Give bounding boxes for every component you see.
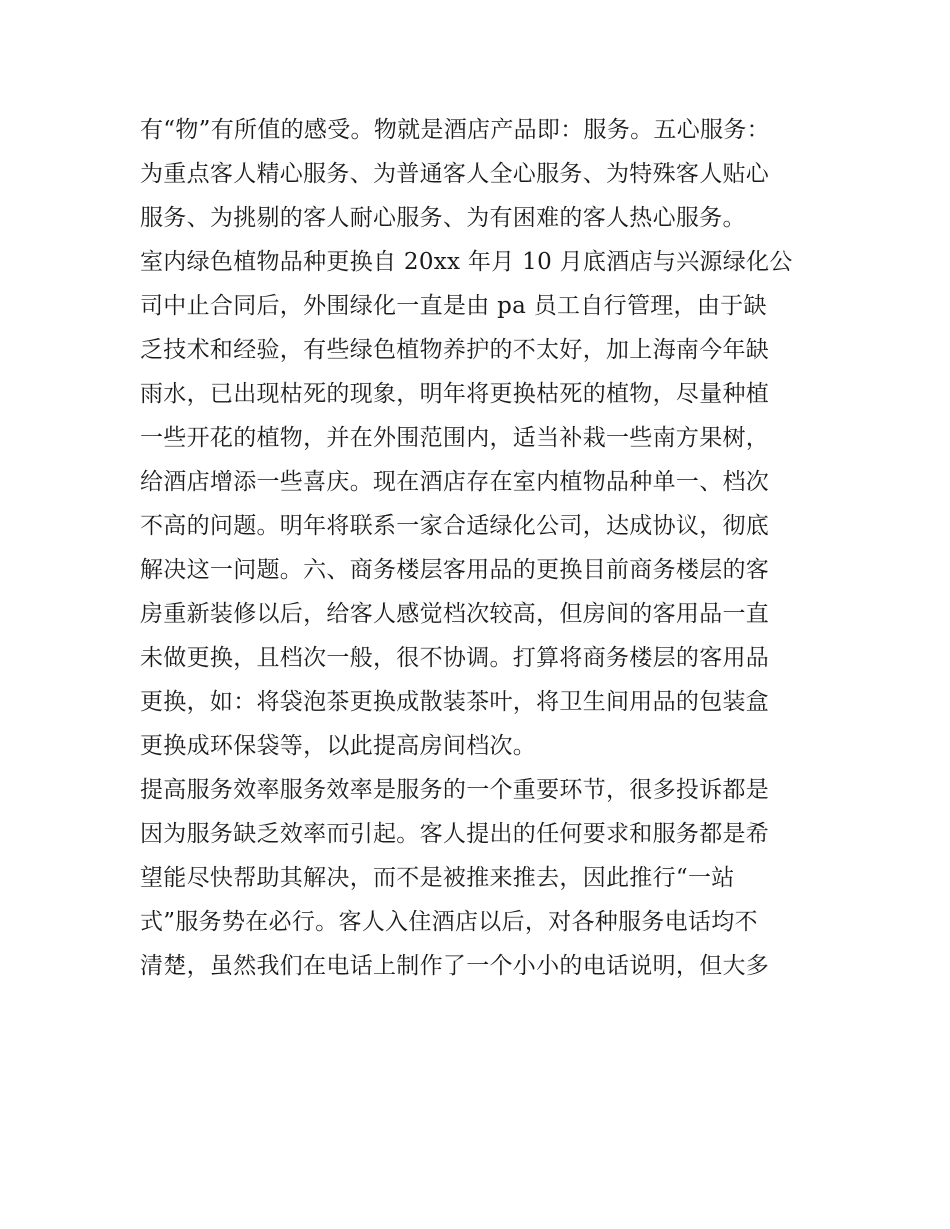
text-line: 司中止合同后，外围绿化一直是由 pa 员工自行管理，由于缺	[140, 293, 767, 319]
text-line: 给酒店增添一些喜庆。现在酒店存在室内植物品种单一、档次	[140, 469, 770, 495]
text-line: 清楚，虽然我们在电话上制作了一个小小的电话说明，但大多	[140, 953, 770, 979]
text-line: 一些开花的植物，并在外围范围内，适当补栽一些南方果树，	[140, 425, 770, 451]
text-line: 式”服务势在必行。客人入住酒店以后，对各种服务电话均不	[140, 909, 758, 935]
text-line: 更换成环保袋等，以此提高房间档次。	[140, 733, 537, 759]
text-line: 提高服务效率服务效率是服务的一个重要环节，很多投诉都是	[140, 777, 770, 803]
text-line: 室内绿色植物品种更换自 20xx 年月 10 月底酒店与兴源绿化公	[140, 249, 793, 275]
text-line: 乏技术和经验，有些绿色植物养护的不太好，加上海南今年缺	[140, 337, 770, 363]
text-line: 解决这一问题。六、商务楼层客用品的更换目前商务楼层的客	[140, 557, 770, 583]
text-line: 有“物”有所值的感受。物就是酒店产品即：服务。五心服务：	[140, 117, 770, 143]
text-line: 雨水，已出现枯死的现象，明年将更换枯死的植物，尽量种植	[140, 381, 770, 407]
document-body	[140, 108, 830, 988]
text-line: 房重新装修以后，给客人感觉档次较高，但房间的客用品一直	[140, 601, 770, 627]
text-line: 望能尽快帮助其解决，而不是被推来推去，因此推行“一站	[140, 865, 735, 891]
text-line: 为重点客人精心服务、为普通客人全心服务、为特殊客人贴心	[140, 161, 770, 187]
text-line: 未做更换，且档次一般，很不协调。打算将商务楼层的客用品	[140, 645, 770, 671]
text-line: 更换，如：将袋泡茶更换成散装茶叶，将卫生间用品的包装盒	[140, 689, 770, 715]
text-line: 不高的问题。明年将联系一家合适绿化公司，达成协议，彻底	[140, 513, 770, 539]
text-line: 服务、为挑剔的客人耐心服务、为有困难的客人热心服务。	[140, 205, 746, 231]
text-line: 因为服务缺乏效率而引起。客人提出的任何要求和服务都是希	[140, 821, 770, 847]
